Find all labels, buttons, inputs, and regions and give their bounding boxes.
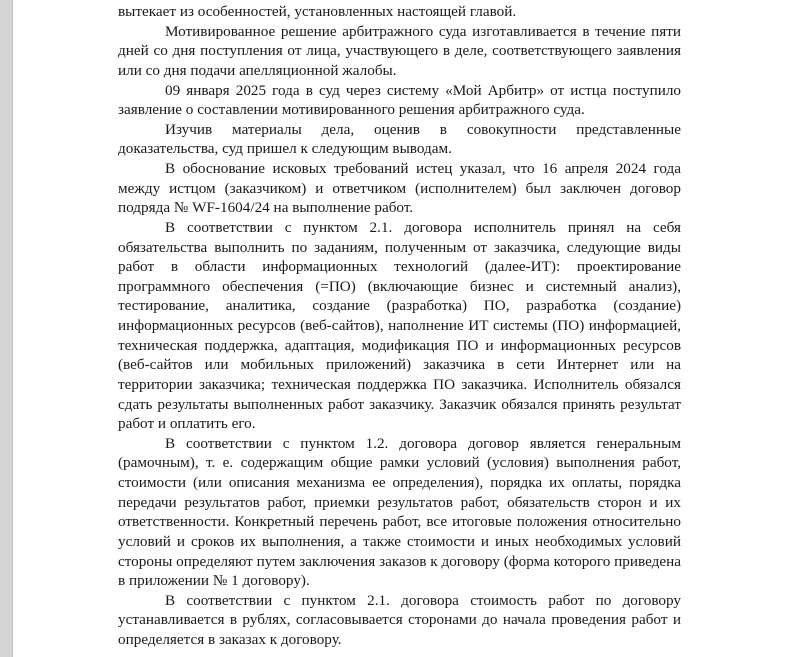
paragraph-4: Изучив материалы дела, оценив в совокупности представленные доказательства, суд пришел к следующим выводам. [118, 120, 681, 158]
paragraph-3: 09 января 2025 года в суд через систему «Мой Арбитр» от истца поступило заявление о составлении мотивированного решения арбитражного суда. [118, 81, 681, 119]
paragraph-2: Мотивированное решение арбитражного суда изготавливается в течение пяти дней со дня поступления от лица, участвующего в деле, соответствующего заявления или со дня подачи апелляционной жалобы. [118, 22, 681, 79]
page-gutter [0, 0, 13, 657]
paragraph-5: В обоснование исковых требований истец указал, что 16 апреля 2024 года между истцом (заказчиком) и ответчиком (исполнителем) был заключен договор подряда № WF-1604/24 на выполнение работ. [118, 160, 681, 217]
paragraph-8: В соответствии с пунктом 2.1. договора стоимость работ по договору устанавливается в рублях, согласовывается сторонами до начала проведения работ и определяется в заказах к договору. [118, 591, 681, 648]
paragraph-6: В соответствии с пунктом 2.1. договора исполнитель принял на себя обязательства выполнить по заданиям, полученным от заказчика, следующие виды работ в области информационных технологий (далее-ИТ): проектирование программного обеспечения (=ПО) (включающие бизнес и системный анализ), тестирование, аналитика, создание (разработка) ПО, разработка (создание) информационных ресурсов (веб-сайтов), наполнение ИТ системы (ПО) информацией, техническая поддержка, адаптация, модификация ПО и информационных ресурсов (веб-сайтов или мобильных приложений) заказчика в сети Интернет или на территории заказчика; техническая поддержка ПО заказчика. Исполнитель обязался сдать результаты выполненных работ заказчику. Заказчик обязался принять результат работ и оплатить его. [118, 218, 681, 433]
document-page [13, 0, 800, 657]
paragraph-1: вытекает из особенностей, установленных настоящей главой. [118, 3, 517, 20]
document-text-body [118, 2, 681, 650]
paragraph-7: В соответствии с пунктом 1.2. договора договор является генеральным (рамочным), т. е. содержащим общие рамки условий (условия) выполнения работ, стоимости (или описания механизма ее определения), порядка их оплаты, порядка передачи результатов работ, приемки результатов работ, обязательств сторон и их ответственности. Конкретный перечень работ, все итоговые положения относительно условий и сроков их выполнения, а также стоимости и иных необходимых условий стороны определяют путем заключения заказов к договору (форма которого приведена в приложении № 1 договору). [118, 434, 681, 590]
